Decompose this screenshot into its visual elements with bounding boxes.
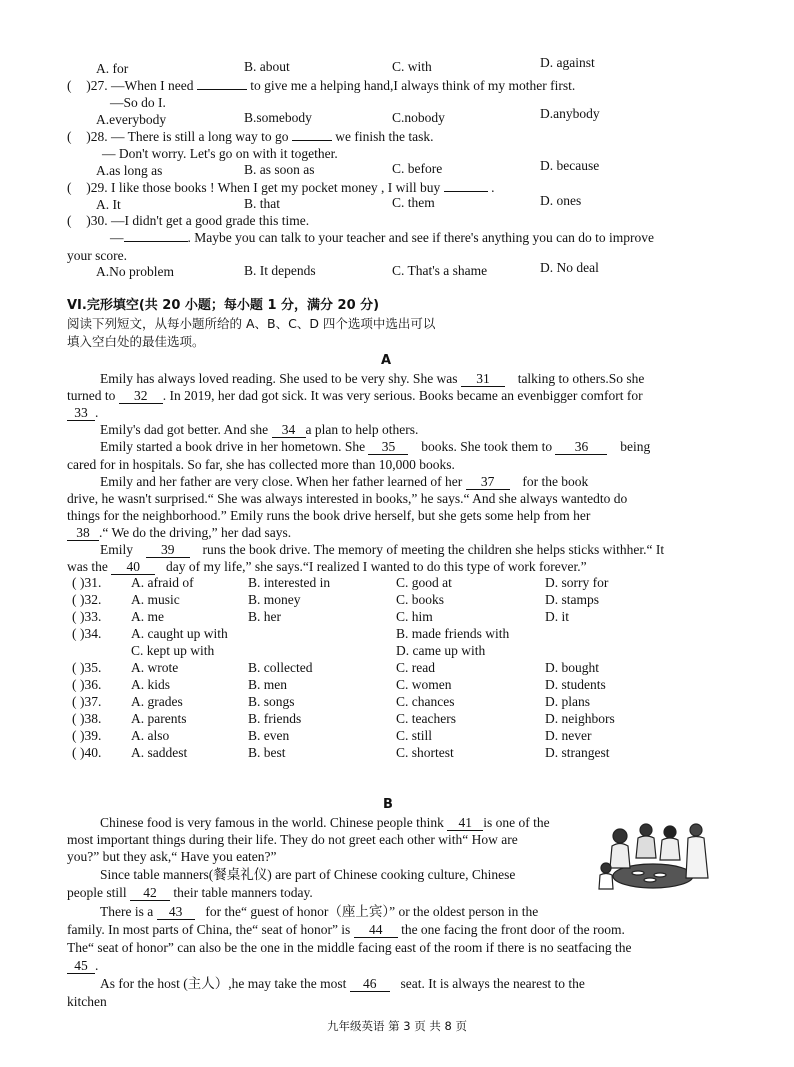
option-d: D. it [545,609,570,624]
option-c: C. still [396,728,433,743]
passage-text: people still [67,885,127,900]
blank-40[interactable]: 40 [111,560,155,575]
answer-paren[interactable]: ( [72,745,77,760]
passage-text: . In 2019, her dad got sick. It was very serious. Books became an evenbigger comfort for [162,388,643,403]
passage-a-line: cared for in hospitals. So far, she has collected more than 10,000 books. [67,457,455,472]
q27-option-a: A.everybody [96,112,167,127]
passage-text: seat. It is always the nearest to the [400,976,585,991]
answer-paren[interactable]: ( [72,711,77,726]
answer-paren[interactable]: ( [67,213,72,228]
option-b: B. even [248,728,290,743]
passage-text: As for the host (主人）,he may take the most [100,976,347,991]
answer-paren[interactable]: ( [72,575,77,590]
q29-option-a: A. It [96,197,121,212]
blank-41[interactable]: 41 [447,816,483,831]
passage-b-line [67,921,625,938]
page-footer: 九年级英语 第 3 页 共 8 页 [326,1019,468,1033]
passage-a-line [67,524,291,541]
question-number: )35. [80,660,102,675]
passage-b-line [100,903,538,920]
answer-paren[interactable]: ( [67,180,72,195]
blank-32[interactable]: 32 [119,389,163,404]
q27-blank[interactable] [197,89,247,90]
section-instructions-cont: 填入空白处的最佳选项。 [67,334,205,349]
q27-reply: —So do I. [110,95,166,110]
passage-a-line [67,387,643,404]
q30-option-c: C. That's a shame [392,263,488,278]
answer-paren[interactable]: ( [72,626,77,641]
passage-text: . [95,958,99,973]
passage-a-line [67,558,587,575]
q29-option-b: B. that [244,196,280,211]
passage-text: the one facing the front door of the room. [401,922,625,937]
q30-option-b: B. It depends [244,263,316,278]
blank-35[interactable]: 35 [368,440,408,455]
passage-b-line: kitchen [67,994,107,1009]
option-c: C. teachers [396,711,456,726]
option-b: B. men [248,677,287,692]
passage-b-line: you?” but they ask,“ Have you eaten?” [67,849,277,864]
q28-stem-rest: we finish the task. [335,129,434,144]
passage-b-line [100,975,585,992]
option-d: D. never [545,728,592,743]
option-a: A. saddest [131,745,188,760]
option-a: A. music [131,592,180,607]
passage-b-line: The“ seat of honor” can also be the one in the middle facing east of the room if there is no seatfacing the [67,940,632,955]
q28-option-c: C. before [392,161,443,176]
option-c: D. came up with [396,643,486,658]
passage-text: Emily and her father are very close. When her father learned of her [100,474,463,489]
question-number: )37. [80,694,102,709]
q29-stem-rest: . [491,180,495,195]
passage-a-line: drive, he wasn't surprised.“ She was always interested in books,” he says.“ And she always wantedto do [67,491,628,506]
answer-paren[interactable]: ( [72,677,77,692]
option-c: B. made friends with [396,626,510,641]
question-number: )36. [80,677,102,692]
option-b: B. best [248,745,286,760]
answer-paren[interactable]: ( [72,694,77,709]
passage-text: There is a [100,904,154,919]
option-a: A. me [131,609,164,624]
passage-text: for the book [522,474,589,489]
question-number: )38. [80,711,102,726]
q29-option-c: C. them [392,195,435,210]
blank-39[interactable]: 39 [146,543,190,558]
q26-option-d: D. against [540,55,595,70]
passage-text: family. In most parts of China, the“ seat of honor” is [67,922,351,937]
passage-b-line [67,957,98,974]
option-a: A. parents [131,711,187,726]
option-a: A. grades [131,694,183,709]
passage-text: turned to [67,388,116,403]
q30-option-d: D. No deal [540,260,599,275]
option-b: B. friends [248,711,302,726]
option-d: D. neighbors [545,711,615,726]
q28-stem: )28. — There is still a long way to go [86,129,289,144]
option-b: B. collected [248,660,313,675]
passage-a-label: A [381,353,392,368]
blank-36[interactable]: 36 [555,440,607,455]
q29-stem: )29. I like those books ! When I get my pocket money , I will buy [86,180,441,195]
q27-option-d: D.anybody [540,106,600,121]
blank-38[interactable]: 38 [67,526,99,541]
passage-text: . [95,405,99,420]
q28-option-a: A.as long as [96,163,163,178]
passage-a-line: things for the neighborhood.” Emily runs the book drive herself, but she gets some help from her [67,508,591,523]
passage-b-line [100,814,550,831]
q26-option-a: A. for [96,61,129,76]
q29-blank[interactable] [444,191,488,192]
answer-paren[interactable]: ( [72,660,77,675]
passage-text: day of my life,” she says.“I realized I wanted to do this type of work forever.” [166,559,587,574]
passage-text: Emily's dad got better. And she [100,422,269,437]
option-b: B. money [248,592,301,607]
option-c: C. good at [396,575,452,590]
q30-reply-rest: . Maybe you can talk to your teacher and see if there's anything you can do to improve [187,230,655,245]
option-a: A. wrote [131,660,179,675]
q27-stem: )27. —When I need [86,78,194,93]
passage-text: was the [67,559,108,574]
passage-a-line [100,421,418,438]
section-title: VI.完形填空(共 20 小题；每小题 1 分，满分 20 分) [67,298,380,313]
passage-text: Emily [100,542,133,557]
passage-text: .“ We do the driving,” her dad says. [99,525,292,540]
blank-31[interactable]: 31 [461,372,505,387]
q27-option-b: B.somebody [244,110,312,125]
option-c: C. women [396,677,452,692]
option-d: D. bought [545,660,599,675]
passage-text: Chinese food is very famous in the world. Chinese people think [100,815,444,830]
q30-line [67,212,309,229]
option-b: B. interested in [248,575,331,590]
q28-reply: — Don't worry. Let's go on with it together. [102,146,338,161]
passage-a-line [100,438,650,455]
blank-45[interactable]: 45 [67,959,95,974]
passage-text: for the“ guest of honor（座上宾）” or the oldest person in the [205,904,539,919]
answer-paren[interactable]: ( [72,592,77,607]
answer-paren[interactable]: ( [72,609,77,624]
passage-text: Emily started a book drive in her hometown. She [100,439,366,454]
option-d: D. stamps [545,592,599,607]
question-number: )31. [80,575,102,590]
blank-37[interactable]: 37 [466,475,510,490]
blank-44[interactable]: 44 [354,923,398,938]
passage-text: is one of the [483,815,550,830]
option-c: C. chances [396,694,455,709]
passage-text: books. She took them to [421,439,553,454]
option-c: C. shortest [396,745,454,760]
q30-reply-dash: — [110,230,124,245]
passage-text: Emily has always loved reading. She used to be very shy. She was [100,371,458,386]
blank-33[interactable]: 33 [67,406,95,421]
passage-text: runs the book drive. The memory of meeting the children she helps sticks withher.“ It [202,542,665,557]
passage-b-label: B [383,797,393,812]
option-a: A. caught up with [131,626,228,641]
passage-b-line: most important things during their life. They do not greet each other with“ How are [67,832,518,847]
section-instructions: 阅读下列短文，从每小题所给的 A、B、C、D 四个选项中选出可以 [67,316,436,331]
passage-b-line: Since table manners(餐桌礼仪) are part of Chinese cooking culture, Chinese [100,867,516,882]
option-b: B. songs [248,694,295,709]
passage-a-line [67,404,98,421]
q29-option-d: D. ones [540,193,582,208]
passage-a-line [100,541,664,558]
answer-paren[interactable]: ( [72,728,77,743]
passage-text: a plan to help others. [305,422,419,437]
passage-a-line [100,473,588,490]
question-number: )39. [80,728,102,743]
option-c: C. read [396,660,435,675]
q26-option-c: C. with [392,59,432,74]
option-d: D. sorry for [545,575,609,590]
family-dining-illustration [598,818,714,898]
q30-option-a: A.No problem [96,264,174,279]
option-d: D. strangest [545,745,610,760]
passage-a-line [100,370,644,387]
q30-stem: )30. —I didn't get a good grade this time. [86,213,310,228]
option-a: A. afraid of [131,575,194,590]
option-d: D. students [545,677,606,692]
blank-43[interactable]: 43 [157,905,195,920]
q26-option-b: B. about [244,59,290,74]
q27-option-c: C.nobody [392,110,445,125]
question-number: )32. [80,592,102,607]
blank-42[interactable]: 42 [130,886,170,901]
q28-line [67,128,433,145]
q28-blank[interactable] [292,140,332,141]
answer-paren[interactable]: ( [67,78,72,93]
passage-text: their table manners today. [173,885,313,900]
option-d: D. plans [545,694,590,709]
passage-b-line [67,884,313,901]
blank-34[interactable]: 34 [272,423,306,438]
q27-stem-rest: to give me a helping hand,I always think of my mother first. [250,78,576,93]
option-a: A. also [131,728,170,743]
q28-option-d: D. because [540,158,600,173]
question-number: )33. [80,609,102,624]
option-c: C. books [396,592,445,607]
blank-46[interactable]: 46 [350,977,390,992]
q30-blank[interactable] [124,241,188,242]
q27-line [67,77,575,94]
passage-text: talking to others.So she [517,371,645,386]
passage-text: being [620,439,651,454]
q28-option-b: B. as soon as [244,162,315,177]
question-number: )34. [80,626,102,641]
q30-reply [110,229,654,246]
option-a: A. kids [131,677,171,692]
option-a: C. kept up with [131,643,215,658]
question-number: )40. [80,745,102,760]
answer-paren[interactable]: ( [67,129,72,144]
option-b: B. her [248,609,281,624]
option-c: C. him [396,609,433,624]
q30-reply-cont: your score. [67,248,127,263]
